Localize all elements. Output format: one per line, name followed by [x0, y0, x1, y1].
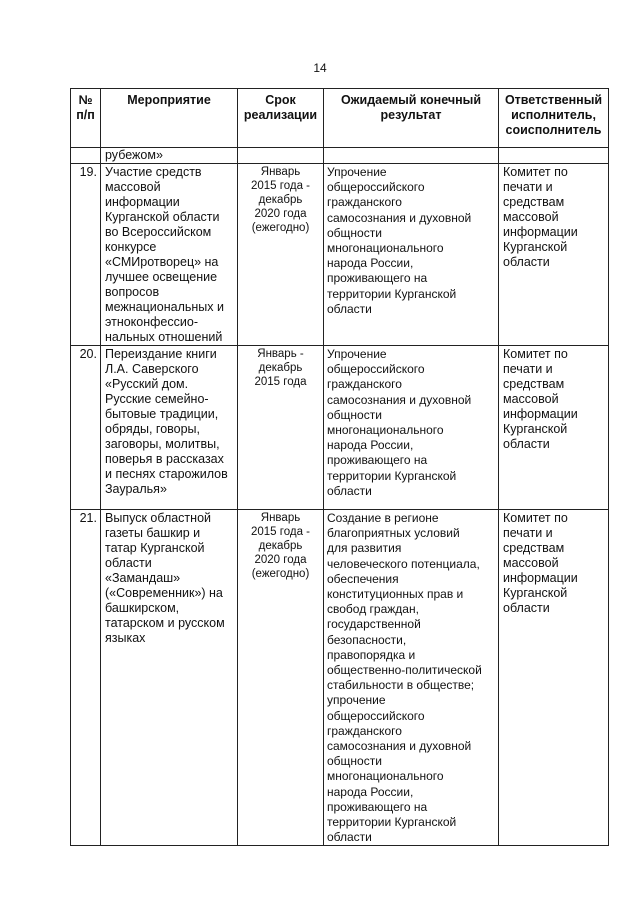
- cell-num: 20.: [71, 346, 101, 510]
- cell-term: Январь 2015 года - декабрь 2020 года (ежегодно): [238, 164, 324, 346]
- table-row: [71, 510, 609, 846]
- cell-event: Выпуск областной газеты башкир и татар Курганской области «Замандаш» («Современник») на башкирском, татарском и русском языках: [101, 510, 238, 846]
- header-num: № п/п: [71, 89, 101, 148]
- table-row: [71, 346, 609, 510]
- cell-num: 21.: [71, 510, 101, 846]
- cell-executor: Комитет по печати и средствам массовой информации Курганской области: [499, 164, 609, 346]
- cell-event: Переиздание книги Л.А. Саверского «Русский дом. Русские семейно- бытовые традиции, обряды, говоры, заговоры, молитвы, поверья в рассказах и песнях старожилов Зауралья»: [101, 346, 238, 510]
- table-row: [71, 164, 609, 346]
- cell-result: [324, 148, 499, 164]
- cell-term: Январь - декабрь 2015 года: [238, 346, 324, 510]
- page-number: 14: [313, 61, 327, 75]
- table-header-row: [71, 89, 609, 148]
- table-row-continuation: [71, 148, 609, 164]
- header-executor: Ответственный исполнитель, соисполнитель: [499, 89, 609, 148]
- cell-result: Упрочение общероссийского гражданского самосознания и духовной общности многонационального народа России, проживающего на территории Курганской области: [324, 164, 499, 346]
- cell-event: рубежом»: [101, 148, 238, 164]
- cell-term: [238, 148, 324, 164]
- header-term: Срок реализации: [238, 89, 324, 148]
- cell-num: 19.: [71, 164, 101, 346]
- header-result: Ожидаемый конечный результат: [324, 89, 499, 148]
- cell-executor: [499, 148, 609, 164]
- cell-event: Участие средств массовой информации Курганской области во Всероссийском конкурсе «СМИротворец» на лучшее освещение вопросов межнациональных и этноконфессио- нальных отношений: [101, 164, 238, 346]
- cell-num: [71, 148, 101, 164]
- cell-term: Январь 2015 года - декабрь 2020 года (ежегодно): [238, 510, 324, 846]
- header-event: Мероприятие: [101, 89, 238, 148]
- cell-result: Создание в регионе благоприятных условий для развития человеческого потенциала, обеспечения конституционных прав и свобод граждан, государственной безопасности, правопорядка и общественно-политической стабильности в обществе; упрочение общероссийского гражданского самосознания и духовной общности многонационального народа России, проживающего на территории Курганской области: [324, 510, 499, 846]
- events-table: [70, 88, 609, 846]
- cell-executor: Комитет по печати и средствам массовой информации Курганской области: [499, 346, 609, 510]
- cell-executor: Комитет по печати и средствам массовой информации Курганской области: [499, 510, 609, 846]
- cell-result: Упрочение общероссийского гражданского самосознания и духовной общности многонационального народа России, проживающего на территории Курганской области: [324, 346, 499, 510]
